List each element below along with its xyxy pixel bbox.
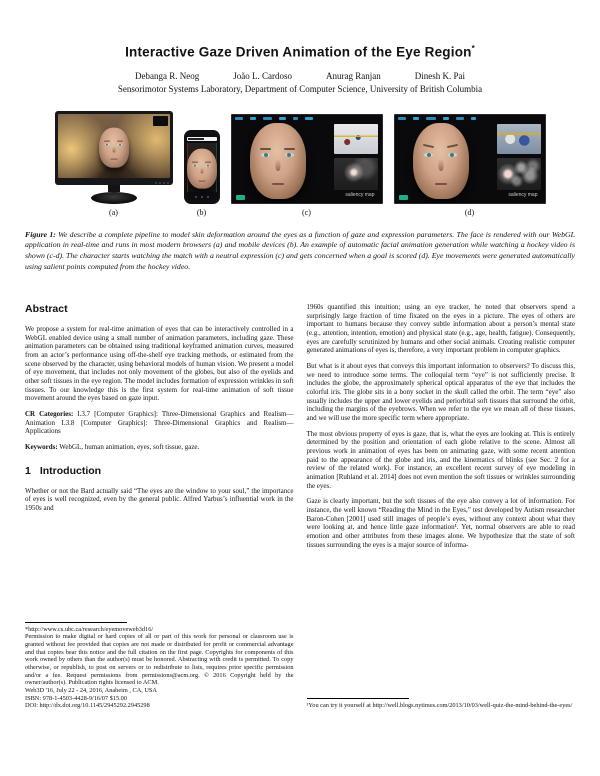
author: Dinesh K. Pai [414, 70, 465, 81]
figure-caption [25, 230, 575, 274]
mouth [198, 180, 205, 181]
face-render [250, 123, 306, 199]
figure-panel-b [184, 130, 220, 217]
mobile-phone-image [184, 130, 220, 204]
monitor-bezel [55, 111, 173, 185]
body-columns [25, 303, 575, 710]
eye [105, 143, 110, 145]
monitor-base [91, 192, 137, 204]
browser-url-bar [187, 137, 217, 141]
phone-render-area [187, 143, 217, 192]
figure-1 [0, 111, 600, 217]
title-text: Interactive Gaze Driven Animation of the Eye Region [125, 44, 472, 60]
keywords-text: WebGL, human animation, eyes, soft tissue, gaze. [59, 443, 200, 452]
author-list [0, 71, 600, 81]
screen-inset [153, 116, 168, 126]
eye [193, 165, 198, 167]
webgl-app-screenshot-concerned [394, 114, 546, 204]
hockey-video-inset [497, 124, 541, 154]
phone-nav-buttons [186, 196, 218, 198]
footnote-rule [25, 622, 127, 623]
nytimes-footnote [307, 698, 576, 710]
section-heading-introduction [25, 465, 294, 478]
eye [261, 153, 270, 157]
gui-toolbar [235, 117, 379, 120]
section-number: 1 [25, 464, 31, 477]
eye [424, 153, 433, 157]
cr-text: I.3.7 [Computer Graphics]: Three-Dimensional Graphics and Realism—Animation I.3.8 [Computer Graphics]: Three-Dimensional Graphics and Realism—Applications [25, 410, 294, 436]
saliency-map-inset [497, 158, 541, 190]
saliency-map-label: saliency map [508, 191, 538, 198]
monitor-buttons [155, 182, 169, 184]
body-paragraph: But what is it about eyes that conveys this important information to observers? To discuss this, we need to introduce some terms. The colloquial term “eye” is not sufficiently precise. It includes the globe, the approximately spherical optical apparatus of the eye that includes the colorful iris. The globe sits in a bony socket in the skull called the orbit. The term “eye” also usually includes the upper and lower eyelids and periorbital soft tissues that surround the orbit, including the margins of the eyebrows. When we refer to the eye we mean all of these tissues, and we will use the more specific term where appropriate. [306, 362, 575, 423]
left-column [25, 303, 294, 710]
saliency-map-label: saliency map [345, 191, 375, 198]
copyright-footnote [25, 622, 294, 710]
title-footnote-mark: * [471, 44, 475, 53]
hockey-video-inset [334, 124, 378, 154]
eye [285, 153, 294, 157]
mouth [435, 183, 447, 185]
panel-label-a: (a) [109, 207, 118, 217]
body-paragraph: 1960s quantified this intuition; using an eye tracker, he noted that observers spend a surprisingly large fraction of time fixated on the eyes in a picture. The eyes of others are important to humans because they convey subtle information about a person’s mental state (e.g., attention, intention, emotion) and physical state (e.g., age, health, fatigue). Consequently, eyes are carefully scrutinized by humans and other social animals. Creating realistic computer generated animations of eyes is, therefore, a very important problem in computer graphics. [306, 303, 575, 355]
face-render [99, 127, 129, 167]
author: Debanga R. Neog [135, 70, 200, 81]
figure-panel-d [394, 114, 546, 217]
eyebrow [260, 148, 271, 150]
eye [205, 165, 210, 167]
section-title: Introduction [39, 464, 102, 477]
figure-caption-label: Figure 1: [25, 229, 56, 239]
abstract-paragraph: We propose a system for real-time animation of eyes that can be interactively controlled in a WebGL enabled device using a small number of animation parameters, including gaze. These animation parameters can be obtained using traditional keyframed animation curves, measured from an actor’s performance using off-the-shelf eye tracking methods, or estimated from the scene observed by the character, using behavioral models of human vision. We present a model of eye movement, that includes not only movement of the globes, but also of the eyelids and other soft tissues in the eye region. The model includes formation of expression wrinkles in soft tissues. To our knowledge this is the first system for real-time animation of soft tissue movement around the eyes based on gaze input. [25, 325, 294, 403]
eyebrow [447, 144, 458, 148]
panel-label-d: (d) [464, 207, 475, 217]
author: João L. Cardoso [233, 70, 292, 81]
figure-panel-a [55, 111, 173, 217]
nose [438, 159, 443, 171]
eyebrow [284, 148, 295, 150]
footnote-rule [307, 698, 409, 699]
figure-panel-c [231, 114, 383, 217]
eyebrow [192, 162, 198, 163]
eye [117, 143, 122, 145]
body-paragraph: The most obvious property of eyes is gaze, that is, what the eyes are looking at. This is entirely determined by the position and orientation of each globe relative to the scene. Almost all previous work in animation of eyes has been on animating gaze, with some recent attention paid to the appearance of the globe and iris, and the kinematics of blinks (see Sec. 2 for a review of the related work). For instance, an excellent recent survey of eye modeling in animation [Ruhland et al. 2014] does not even mention the soft tissues or wrinkles surrounding the eyes. [306, 429, 575, 490]
nose [200, 168, 203, 174]
header [0, 0, 600, 94]
eye [448, 153, 457, 157]
nose [112, 146, 115, 152]
permission-text: Permission to make digital or hard copies of all or part of this work for personal or classroom use is granted without fee provided that copies are not made or distributed for profit or commercial advantage and that copies bear this notice and the full citation on the first page. Copyrights for components of this work owned by others than the author(s) must be honored. Abstracting with credit is permitted. To copy otherwise, or republish, to post on servers or to redistribute to lists, requires prior specific permission and/or a fee. Request permissions from permissions@acm.org. © 2016 Copyright held by the owner/author(s). Publication rights licensed to ACM. [25, 633, 294, 687]
doi-line: DOI: http://dx.doi.org/10.1145/2945292.2945298 [25, 702, 150, 710]
conference-line: Web3D '16, July 22 - 24, 2016, Anaheim , CA, USA [25, 686, 157, 694]
keywords-label: Keywords: [25, 443, 58, 452]
gui-chip [399, 195, 408, 200]
figure-caption-text: We describe a complete pipeline to model skin deformation around the eyes as a function of gaze and expression parameters. The face is rendered with our WebGL application in real-time and runs in most modern browsers (a) and mobile devices (b). An example of automatic facial animation generation while watching a hockey video is shown (c-d). The character starts watching the match with a neutral expression (c) and gets concerned when a goal is scored (d). Eye movements were generated automatically using salient points computed from the hockey video. [25, 229, 575, 272]
author: Anurag Ranjan [326, 70, 381, 81]
body-paragraph: Gaze is clearly important, but the soft tissues of the eye also convey a lot of information. For instance, the well known “Reading the Mind in the Eyes,” test developed by Autism researcher Baron-Cohen [2001] used still images of people’s eyes, without any context about what they were looking at, and hence little gaze information¹. Yet, normal observers are able to read emotion and other attributes from these images alone. We hypothesize that the state of soft tissues surrounding the eyes is a major source of informa- [306, 497, 575, 549]
intro-paragraph: Whether or not the Bard actually said “The eyes are the window to your soul,” the importance of eyes is well recognized, even by the general public. Alfred Yarbus’s influential work in the 1950s and [25, 486, 294, 513]
project-url: *http://www.cs.ubc.ca/research/eyemoveweb3d16/ [25, 625, 154, 633]
face-render [413, 123, 469, 199]
desktop-monitor-image [55, 111, 173, 204]
affiliation: Sensorimotor Systems Laboratory, Department of Computer Science, University of British Columbia [117, 83, 483, 94]
mouth [272, 183, 284, 185]
cr-label: CR Categories: [25, 410, 74, 419]
panel-label-c: (c) [302, 207, 311, 217]
eyebrow [117, 140, 123, 141]
saliency-map-inset [334, 158, 378, 190]
isbn-line: ISBN: 978-1-4503-4428-9/16/07 $15.00 [25, 694, 127, 702]
gui-chip [236, 195, 245, 200]
mouth [110, 159, 117, 160]
footnote-text: ¹You can try it yourself at http://well.blogs.nytimes.com/2013/10/03/well-quiz-the-mind-behind-the-eyes/ [306, 702, 573, 710]
phone-screen [186, 134, 218, 200]
face-render [187, 149, 217, 189]
monitor-screen [58, 114, 170, 178]
abstract-heading: Abstract [25, 303, 68, 315]
cr-categories [25, 410, 294, 436]
keywords [25, 443, 294, 452]
eyebrow [104, 140, 110, 141]
eyebrow [205, 162, 211, 163]
gui-toolbar [398, 117, 542, 120]
eyebrow [422, 144, 433, 148]
right-column [307, 303, 576, 710]
monitor-neck [108, 185, 120, 192]
webgl-app-screenshot-neutral [231, 114, 383, 204]
nose [275, 159, 280, 171]
panel-label-b: (b) [196, 207, 207, 217]
page-title [0, 44, 600, 60]
